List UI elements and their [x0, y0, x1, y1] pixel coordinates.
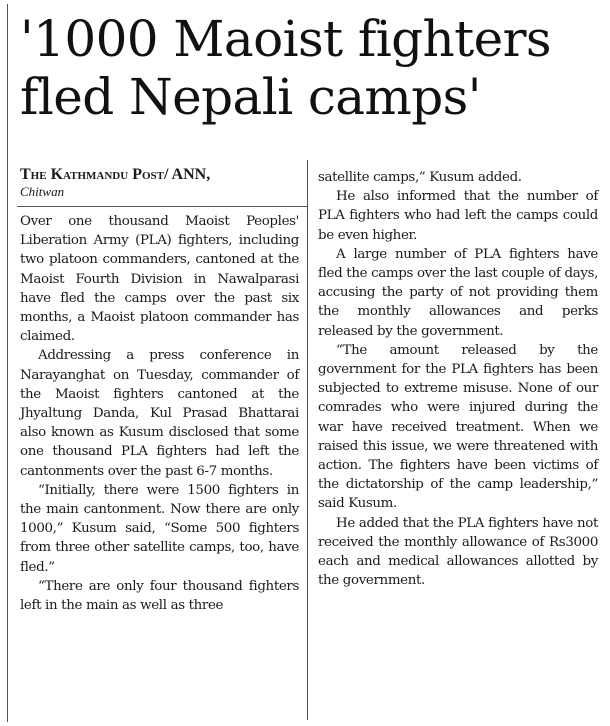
paragraph-monthly-allowance: He added that the PLA fighters have not received the monthly allowance of Rs3000 each and medical allowances allotted by the government.	[318, 515, 598, 589]
article-headline: '1000 Maoist fighters fled Nepali camps'	[20, 10, 551, 126]
paragraph-number-higher: He also informed that the number of PLA fighters who had left the camps could be even higher.	[318, 189, 598, 243]
byline-source: The Kathmandu Post/ ANN,	[20, 166, 211, 183]
left-border-rule	[7, 4, 8, 722]
paragraph-initial-count: “Initially, there were 1500 fighters in the main cantonment. Now there are only 1000,” Kusum said, “Some 500 fighters from three other satellite camps, too, have fled.”	[20, 482, 299, 575]
byline-divider	[17, 206, 307, 207]
paragraph-press-conference: Addressing a press conference in Narayanghat on Tuesday, commander of the Maoist fighters cantoned at the Jhyaltung Danda, Kul Prasad Bhattarai also known as Kusum disclosed that some one thousand PLA fighters had left the cantonments over the past 6-7 months.	[20, 348, 299, 479]
paragraph-allowances: A large number of PLA fighters have fled the camps over the last couple of days, accusing the party of not providing them the monthly allowances and perks released by the government.	[318, 246, 598, 339]
left-column	[20, 212, 299, 615]
paragraph-remaining-fighters: “There are only four thousand fighters left in the main as well as three	[20, 578, 299, 614]
byline	[20, 166, 305, 200]
column-divider	[307, 160, 308, 720]
byline-location: Chitwan	[20, 184, 65, 199]
right-column	[318, 168, 598, 590]
paragraph-continuation: satellite camps,” Kusum added.	[318, 170, 522, 185]
paragraph-intro: Over one thousand Maoist Peoples' Liberation Army (PLA) fighters, including two platoon commanders, cantoned at the Maoist Fourth Division in Nawalparasi have fled the camps over the past six months, a Maoist platoon commander has claimed.	[20, 214, 299, 345]
paragraph-misuse-quote: “The amount released by the government for the PLA fighters has been subjected to extreme misuse. None of our comrades who were injured during the war have received treatment. When we raised this issue, we were threatened with action. The fighters have been victims of the dictatorship of the camp leadership,” said Kusum.	[318, 342, 598, 512]
